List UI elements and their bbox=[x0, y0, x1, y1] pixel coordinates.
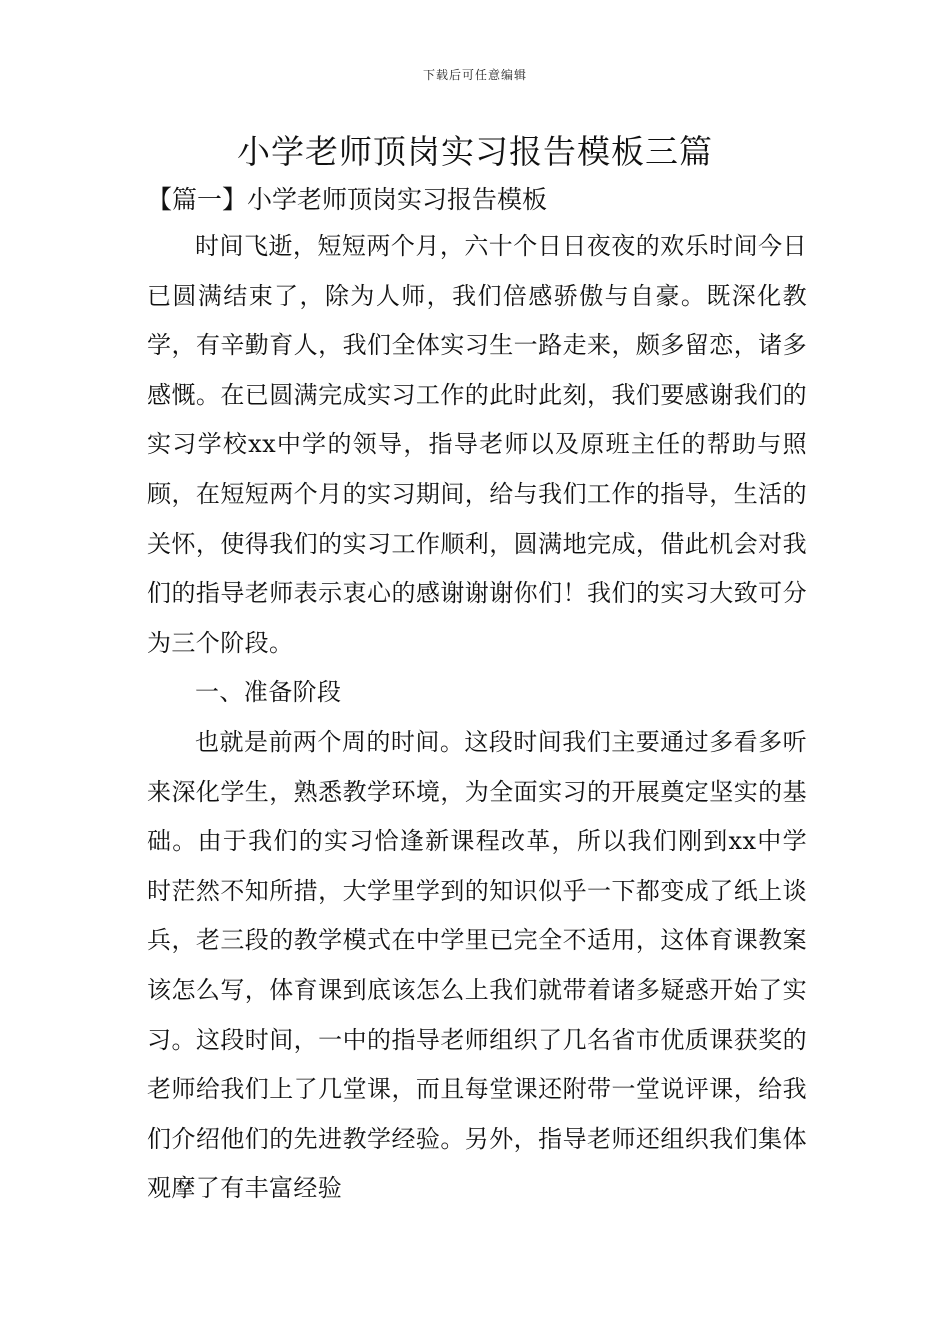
header-note: 下载后可任意编辑 bbox=[422, 68, 527, 82]
document-title: 小学老师顶岗实习报告模板三篇 bbox=[237, 132, 713, 171]
document-body bbox=[147, 222, 807, 1214]
paragraph-preparation: 也就是前两个周的时间。这段时间我们主要通过多看多听来深化学生，熟悉教学环境，为全面实习的开展奠定坚实的基础。由于我们的实习恰逢新课程改革，所以我们刚到xx中学时茫然不知所措，大学里学到的知识似乎一下都变成了纸上谈兵，老三段的教学模式在中学里已完全不适用，这体育课教案该怎么写，体育课到底该怎么上我们就带着诸多疑惑开始了实习。这段时间，一中的指导老师组织了几名省市优质课获奖的老师给我们上了几堂课，而且每堂课还附带一堂说评课，给我们介绍他们的先进教学经验。另外，指导老师还组织我们集体观摩了有丰富经验 bbox=[147, 727, 807, 1203]
paragraph-intro: 时间飞逝，短短两个月，六十个日日夜夜的欢乐时间今日已圆满结束了，除为人师，我们倍感骄傲与自豪。既深化教学，有辛勤育人，我们全体实习生一路走来，颇多留恋，诸多感慨。在已圆满完成实习工作的此时此刻，我们要感谢我们的实习学校xx中学的领导，指导老师以及原班主任的帮助与照顾，在短短两个月的实习期间，给与我们工作的指导，生活的关怀，使得我们的实习工作顺利，圆满地完成，借此机会对我们的指导老师表示衷心的感谢谢谢你们！我们的实习大致可分为三个阶段。 bbox=[147, 232, 807, 657]
section-title: 【篇一】小学老师顶岗实习报告模板 bbox=[147, 185, 548, 214]
paragraph-heading-preparation: 一、准备阶段 bbox=[195, 678, 342, 707]
